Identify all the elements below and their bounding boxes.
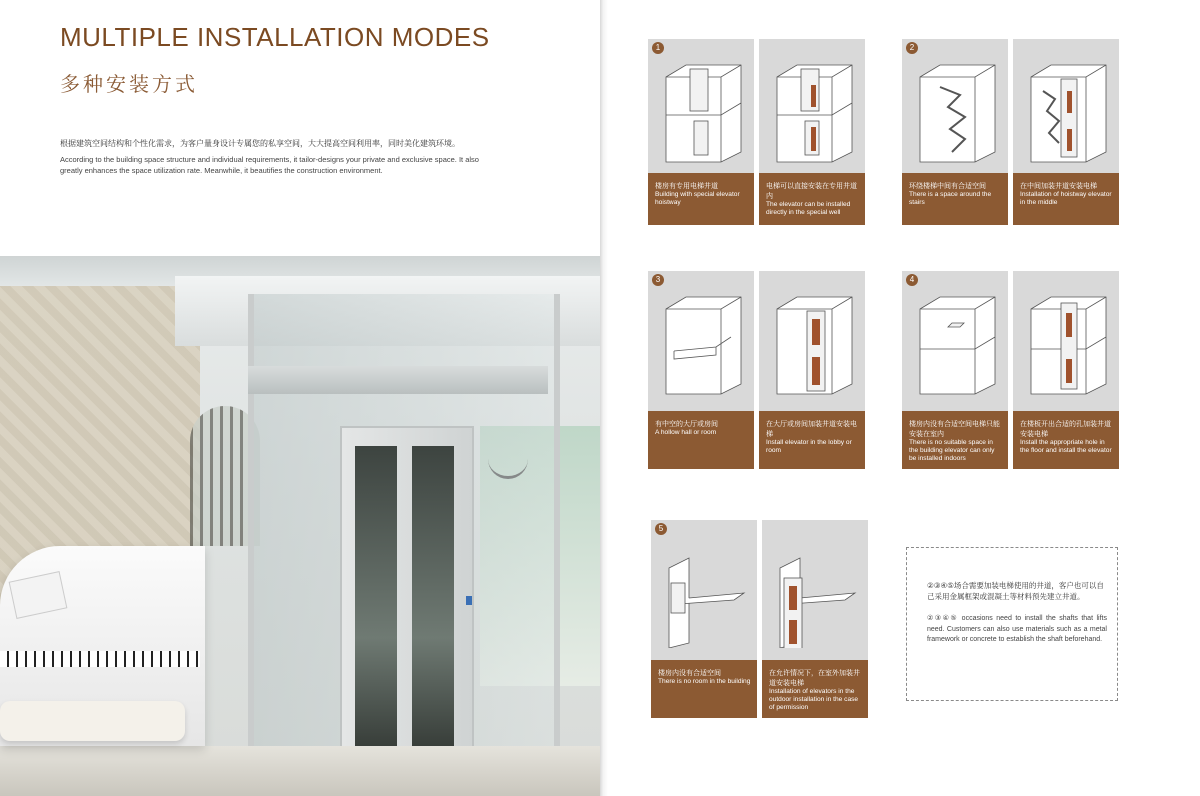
caption-en: Installation of hoistway elevator in the middle — [1020, 191, 1112, 206]
panel-1a — [648, 39, 754, 225]
caption-en: The elevator can be installed directly in the special well — [766, 201, 851, 216]
step-number: 3 — [652, 274, 664, 286]
no-space-building-icon — [910, 289, 1000, 399]
building-hoistway-icon — [656, 57, 746, 167]
caption-cn: 楼房内没有合适空间 — [658, 669, 721, 677]
note-text-cn: ②③④⑤场合需要加装电梯使用的井道，客户也可以自己采用金属框架或混凝土等材料预先建立井道。 — [927, 581, 1104, 601]
hollow-hall-icon — [656, 289, 746, 399]
intro-text-cn: 根据建筑空间结构和个性化需求，为客户量身设计专属您的私享空间，大大提高空间利用率，同时美化建筑环境。 — [60, 139, 460, 148]
caption-en: There is no room in the building — [658, 678, 751, 685]
caption-cn: 环绕楼梯中间有合适空间 — [909, 182, 986, 190]
caption-en: Install elevator in the lobby or room — [766, 439, 852, 454]
shaft-beam — [248, 366, 548, 394]
panel-5a — [651, 520, 757, 718]
caption-en: A hollow hall or room — [655, 429, 717, 436]
caption-cn: 在大厅或房间加装井道安装电梯 — [766, 420, 857, 438]
panel-3a — [648, 271, 754, 469]
intro-text-en: According to the building space structure and individual requirements, it tailor-designs your private and exclusive space. It also greatly enhances the space utilization rate. Meanwhile, it beautifies the construction environment. — [60, 155, 479, 175]
caption-cn: 在楼板开出合适的孔加装井道安装电梯 — [1020, 420, 1111, 438]
step-number: 4 — [906, 274, 918, 286]
call-button — [466, 596, 472, 605]
no-room-building-icon — [659, 538, 749, 648]
door-glass-right — [412, 446, 454, 766]
caption-cn: 有中空的大厅或房间 — [655, 420, 718, 428]
panel-3b — [759, 271, 865, 469]
hall-with-elevator-icon — [767, 289, 857, 399]
page-title-cn: 多种安装方式 — [60, 72, 198, 96]
panel-1b — [759, 39, 865, 225]
caption-cn: 楼房有专用电梯井道 — [655, 182, 718, 190]
outdoor-elevator-icon — [770, 538, 860, 648]
elevator-in-shaft-icon — [767, 57, 857, 167]
caption-en: There is a space around the stairs — [909, 191, 992, 206]
caption-en: There is no suitable space in the building elevator can only be installed indoors — [909, 439, 995, 462]
step-number: 1 — [652, 42, 664, 54]
panel-2a — [902, 39, 1008, 225]
step-number: 2 — [906, 42, 918, 54]
caption-en: Install the appropriate hole in the floor and install the elevator — [1020, 439, 1112, 454]
page-title: MULTIPLE INSTALLATION MODES — [60, 22, 490, 52]
elevator-photo — [0, 256, 600, 796]
panel-4a — [902, 271, 1008, 469]
marble-floor — [0, 746, 600, 796]
caption-en: Building with special elevator hoistway — [655, 191, 740, 206]
page-gutter — [600, 0, 608, 796]
caption-cn: 楼房内没有合适空间电梯只能安装在室内 — [909, 420, 1000, 438]
stairs-with-elevator-icon — [1021, 57, 1111, 167]
panel-5b — [762, 520, 868, 718]
note-text-en: ②③④⑤ occasions need to install the shafts that lifts need. Customers can also use materials such as a metal framework or concrete to establish the shaft beforehand. — [927, 615, 1107, 643]
door-glass-left — [355, 446, 397, 766]
spiral-stairs-icon — [910, 57, 1000, 167]
caption-en: Installation of elevators in the outdoor installation in the case of permission — [769, 688, 859, 711]
step-number: 5 — [655, 523, 667, 535]
caption-cn: 在允许情况下，在室外加装井道安装电梯 — [769, 669, 860, 687]
piano-bench — [0, 701, 185, 741]
panel-4b — [1013, 271, 1119, 469]
piano-keys — [0, 651, 200, 667]
floor-hole-elevator-icon — [1021, 289, 1111, 399]
panel-2b — [1013, 39, 1119, 225]
caption-cn: 电梯可以直接安装在专用井道内 — [766, 182, 857, 200]
shaft-note-box — [906, 547, 1118, 701]
caption-cn: 在中间加装井道安装电梯 — [1020, 182, 1097, 190]
